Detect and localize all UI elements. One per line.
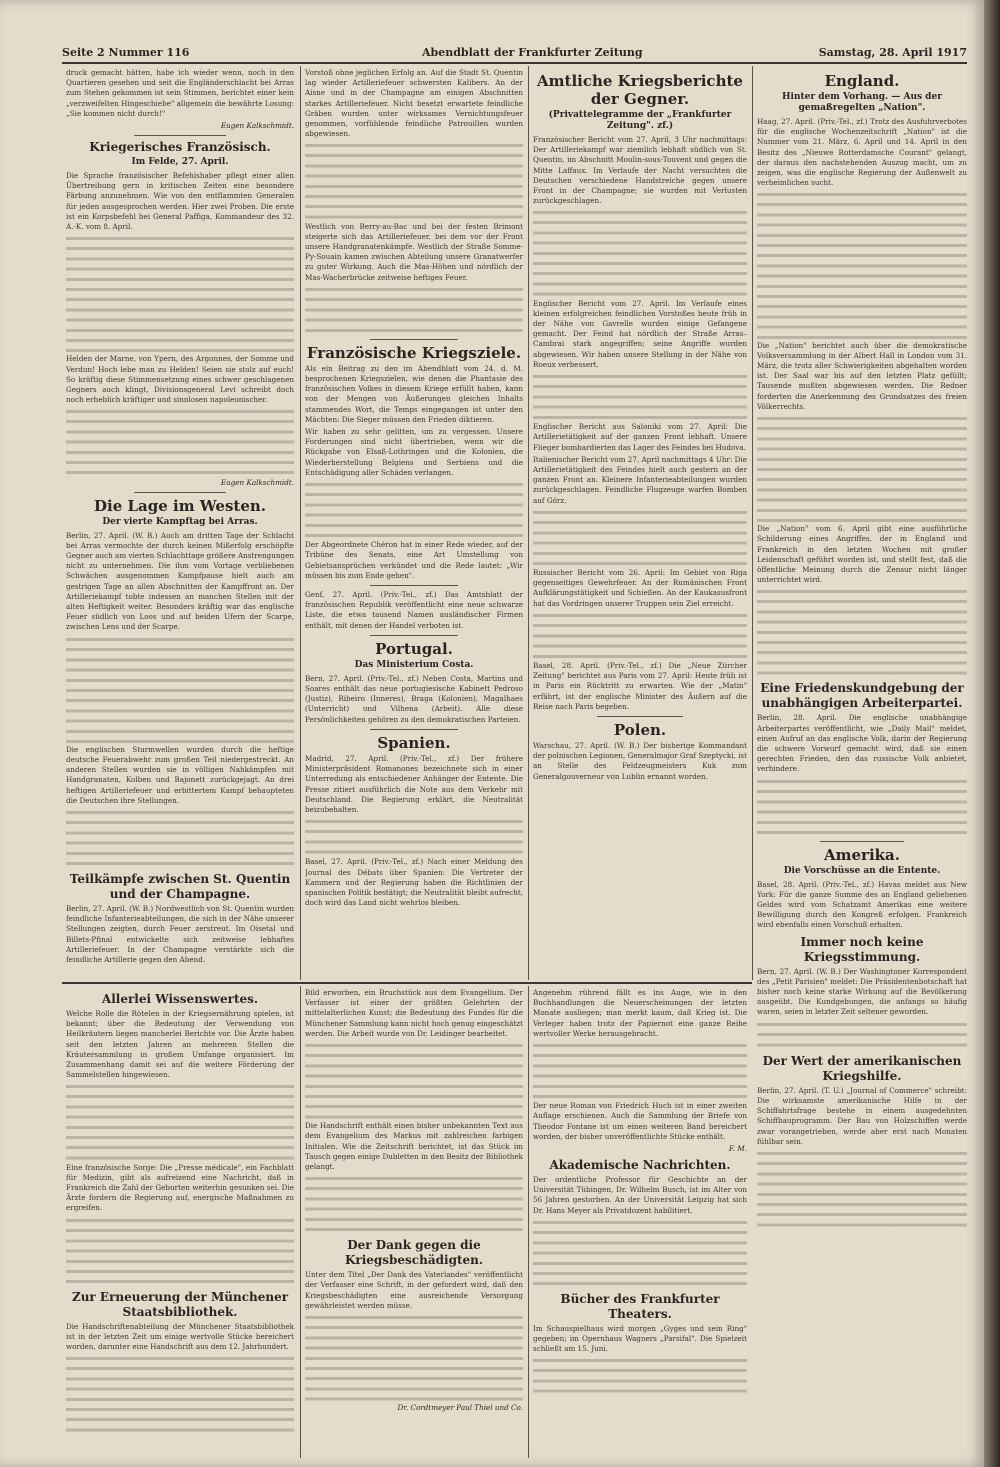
article-text-block — [757, 587, 967, 677]
column-divider — [528, 986, 529, 1458]
article-subheading: Hinter dem Vorhang. — Aus der gemaßregelten „Nation". — [782, 92, 942, 113]
page-edge — [984, 0, 1000, 1467]
article-text: Französischer Bericht vom 27. April, 3 Uhr nachmittags: Der Artilleriekampf war ziemlich lebhaft südlich von St. Quentin, im Abschnitt Moulin-sous-Touvent und gegen die Mitte Laffaux. Im Verlaufe der Nacht versuchten die Deutschen verschiedene Handstreiche gegen unsere Front in der Champagne; sie wurden mit Verlusten zurückgeschlagen. — [533, 135, 747, 206]
article-text-block — [533, 1356, 747, 1396]
article-text-block — [305, 141, 523, 221]
article-text-block — [533, 1041, 747, 1101]
article-text: Der Abgeordnete Chéron hat in einer Rede wieder, auf der Tribüne des Senats, eine Art Umstellung von Gebietsansprüchen verkündet und die Rede lautet: „Wir müssen bis zum Ende gehen". — [305, 540, 523, 580]
article-heading: Die Lage im Westen. — [94, 496, 266, 515]
article-heading: Spanien. — [377, 733, 451, 752]
article-heading: Amerika. — [824, 845, 900, 864]
article-text-block — [533, 611, 747, 661]
article-text-block — [66, 1216, 294, 1286]
masthead — [62, 44, 967, 62]
article-text-block — [533, 208, 747, 298]
article-text-block — [305, 1313, 523, 1403]
article-heading: England. — [824, 72, 900, 90]
article-separator — [370, 635, 457, 636]
article-text-block — [305, 480, 523, 540]
article-separator — [597, 716, 683, 717]
article-heading: Akademische Nachrichten. — [549, 1158, 731, 1173]
article-text: Angenehm rührend fällt es ins Auge, wie in den Buchhandlungen die Neuerscheinungen der letzten Monate ausliegen; man merkt kaum, daß Krieg ist. Die Verleger haben trotz der Papiernot eine ganze Reihe wertvoller Werke herausgebracht. — [533, 988, 747, 1038]
article-text-block — [66, 1082, 294, 1162]
column-4 — [757, 68, 967, 1458]
article-text: Die englischen Sturmwellen wurden durch die heftige deutsche Feuerabwehr zum großen Teil niedergestreckt. An anderen Stellen wurden sie in völligen Nahkämpfen mit Handgranaten, Kolben und Bajonett zurückgejagt. An drei heftigen Artilleriefeuer und erbittertem Kampf behaupteten die Deutschen ihre Stellungen. — [66, 744, 294, 805]
page-number: Seite 2 Nummer 116 — [62, 46, 190, 59]
article-separator — [370, 585, 457, 586]
article-heading: Allerlei Wissenswertes. — [101, 992, 259, 1006]
article-text-block — [305, 1174, 523, 1234]
article-text-block — [66, 635, 294, 745]
article-separator — [134, 135, 225, 136]
article-text: Die Sprache französischer Befehlshaber pflegt einer allen Übertreibung gern in kritischen Zeiten eine besondere Färbung anzunehmen. Wie von den entflammten Generalen für jeden ausgesprochen werden. Hier zwei Proben. Die erste ist ein Korpsbefehl bei General Paffiga, Kommandeur des 32. A.-K. vom 8. April. — [66, 171, 294, 232]
article-text: Warschau, 27. April. (W. B.) Der bisherige Kommandant der polnischen Legionen, Generalmajor Graf Szeptycki, ist an Stelle des Feldzeugmeisters Kuk zum Generalgouverneur von Lublin ernannt worden. — [533, 741, 747, 781]
article-separator — [134, 492, 225, 493]
article-text: Westlich von Berry-au-Bac und bei der festen Brimont steigerte sich das Artilleriefeuer, bei dem vor der Front unsere Handgranatenkämpfe. Westlich der Straße Somme-Py-Souain kamen zwischen Abteilung unsere Granatwerfer zu guter Wirkung. Auch die Mas-Höhen und nördlich der Mas-Wacherbrücke zeitweise heftiges Feuer. — [305, 221, 523, 282]
column-2 — [305, 68, 523, 980]
column-divider — [300, 986, 301, 1458]
article-subheading: Der vierte Kampftag bei Arras. — [102, 516, 258, 527]
article-heading: Amtliche Kriegsberichte der Gegner. — [537, 72, 743, 108]
article-subheading: (Privattelegramme der „Frankfurter Zeitung". zf.) — [548, 110, 732, 131]
article-heading: Portugal. — [375, 639, 453, 658]
article-text: Bern, 27. April. (W. B.) Der Washingtoner Korrespondent des „Petit Parisien" meldet: Die Präsidentenbotschaft hat bisher noch keine starke Wirkung auf die Bevölkerung ausgeübt. Die Kundgebungen, die anfangs so häufig waren, seien in letzter Zeit seltener geworden. — [757, 966, 967, 1017]
column-divider — [300, 66, 301, 980]
article-heading: Bücher des Frankfurter Theaters. — [560, 1291, 720, 1321]
article-text-block — [533, 1218, 747, 1288]
article-text: Basel, 28. April. (Priv.-Tel., zf.) Die „Neue Zürcher Zeitung" berichtet aus Paris vom 27. April: Heute früh ist in Paris ein Rücktritt zu erwarten. Wie der „Matin" erfährt, ist der englische Minister des Äußern auf die Reise nach Paris begeben. — [533, 661, 747, 711]
article-text: Vorstoß ohne jeglichen Erfolg an. Auf die Stadt St. Quentin lag wieder Artilleriefeuer schwersten Kalibers. An der Aisne und in der Champagne am einigen Abschnitten starkes Artilleriefeuer. Nicht besetzt erwartete feindliche Gräben wurden unter wirksames Vernichtungsfeuer genommen, vorfühlende feindliche Patrouillen wurden abgewiesen. — [305, 68, 523, 139]
article-separator — [820, 841, 904, 842]
article-text: Bern, 27. April. (Priv.-Tel., zf.) Neben Costa, Martins und Soares enthält das neue portugiesische Kabinett Pedroso (Justiz), Ribeiro (Inneres), Braga (Kolonien), Magalhaes (Unterricht) und Vilhena (Arbeit). Alle diese Persönlichkeiten gehören zu den demokratischen Parteien. — [305, 673, 523, 724]
author-signature: F. M. — [728, 1144, 747, 1154]
article-heading: Der Wert der amerikanischen Kriegshilfe. — [762, 1053, 962, 1083]
column-3 — [533, 68, 747, 980]
article-text: Die Handschriftenabteilung der Münchener Staatsbibliothek ist in der letzten Zeit um einige wertvolle Stücke bereichert worden, darunter eine Handschrift aus dem 12. Jahrhundert. — [66, 1321, 294, 1352]
article-text: Berlin, 27. April. (T. U.) „Journal of Commerce" schreibt: Die wirksamste amerikanische Hilfe in der Schiffahrtsfrage bestehe in einem ausgedehnten Schiffbauprogramm. Der Bau von Holzschiffen werde zwar vorangetrieben, werde aber erst nach Monaten fühlbar sein. — [757, 1085, 967, 1146]
column-divider — [528, 66, 529, 980]
article-text: Eine französische Sorge: Die „Presse médicale", ein Fachblatt für Medizin, gibt als aufreizend eine Nachricht, daß in Frankreich die Zahl der Geburten weiterhin gesunken sei. Die Ärzte fordern die Regierung auf, energische Maßnahmen zu ergreifen. — [66, 1162, 294, 1213]
article-subheading: Die Vorschüsse an die Entente. — [783, 865, 941, 876]
article-text: Basel, 27. April. (Priv.-Tel., zf.) Nach einer Meldung des Journal des Débats über Spanien: Die Vertreter der Kammern und der Regierung haben die Richtlinien der spanischen Politik bestätigt; die Neutralität bleibt aufrecht, doch wird das Land nicht wehrlos bleiben. — [305, 857, 523, 908]
article-text-block — [757, 414, 967, 524]
article-text-block — [757, 777, 967, 837]
article-text-block — [757, 190, 967, 340]
article-text: Helden der Marne, von Ypern, des Argonnes, der Somme und Verdun! Hoch lebe man zu Helden! Seien sie stolz auf euch! So kräftig diese Stimmensetzung eines schwer geschlagenen Gegners auch klingt, Divisionsgeneral Levi schreibt doch noch erheblich kräftiger und sinnlosen napoleonischer. — [66, 354, 294, 405]
article-text: Madrid, 27. April. (Priv.-Tel., zf.) Der frühere Ministerpräsident Romanones bezeichnete sich in einer Unterredung als entschiedener Anhänger der Entente. Die Presse zitiert ausführlich die Note aus dem Verkehr mit Deutschland. Die Regierung erklärt, die Neutralität beizubehalten. — [305, 753, 523, 814]
article-text-block — [66, 1354, 294, 1434]
article-text: druck gemacht hätten, habe ich wieder wenn, noch in den Quartieren gesehen und seit die Engländerschlacht bei Arras zum Stehen gekommen ist sein Stimmen, berichtet einer kein „verzweifelten Hingeschiebe" allgemein die bewährte Losung: „Sie kommen nicht durch!" — [66, 68, 294, 118]
article-text: Im Schauspielhaus wird morgen „Gyges und sein Ring" gegeben; im Opernhaus Wagners „Parsifal". Die Spielzeit schließt am 15. Juni. — [533, 1323, 747, 1354]
article-text: Bild erworben, ein Bruchstück aus dem Evangelium. Der Verfasser ist einer der größten Gelehrten der mittelalterlichen Kunst; die Bedeutung des Fundes für die Münchener Sammlung kann nicht hoch genug eingeschätzt werden. Die Arbeit wurde von Dr. Leidinger bearbeitet. — [305, 988, 523, 1038]
article-text-block — [757, 1020, 967, 1050]
article-text: Die „Nation" vom 6. April gibt eine ausführliche Schilderung eines Angriffes, der in England und Frankreich in den letzten Wochen mit großer Leidenschaft geführt worden ist, und stellt fest, daß die öffentliche Meinung durch die Zensur nicht länger unterrichtet wird. — [757, 524, 967, 585]
author-signature: Eugen Kalkschmidt. — [220, 121, 294, 131]
article-heading: Kriegerisches Französisch. — [89, 140, 271, 155]
article-text: Berlin, 28. April. Die englische unabhängige Arbeiterpartei veröffentlicht, wie „Daily Mail" meldet, einen Aufruf an das englische Volk, darin der Regierung die schwere Vorwurf gemacht wird, daß sie einen gerechten Frieden, den das russische Volk anbietet, verhindere. — [757, 713, 967, 774]
article-text-block — [66, 407, 294, 477]
feuilleton-column-2 — [305, 988, 523, 1458]
article-text: Welche Rolle die Rötelen in der Kriegsernährung spielen, ist bekannt; über die Bedeutung der Verwendung von Heilkräutern liegen mancherlei Berichte vor. Die Ärzte haben seit den letzten Jahren an mehreren Stellen die Kräutersammlung in großem Umfange organisiert. Im Zusammenhang damit sei auf die weitere Förderung der Sammelstellen hingewiesen. — [66, 1009, 294, 1080]
article-heading: Eine Friedenskundgebung der unabhängigen Arbeiterpartei. — [760, 681, 964, 711]
article-heading: Französische Kriegsziele. — [306, 343, 522, 362]
article-text: Haag, 27. April. (Priv.-Tel., zf.) Trotz des Ausfuhrverbotes für die englische Wochenzeitschrift „Nation" ist die Nummer vom 21. März, 6. April und 14. April in den Besitz des „Nieuwe Rotterdamsche Courant" gelangt, der daraus den nachstehenden Auszug macht, um zu zeigen, was die englische Regierung der Außenwelt zu verheimlichen sucht. — [757, 117, 967, 188]
article-text-block — [305, 1041, 523, 1121]
article-text: Der neue Roman von Friedrich Huch ist in einer zweiten Auflage erschienen. Auch die Sammlung der Briefe von Theodor Fontane ist um einen weiteren Band bereichert worden, der bisher unveröffentlichte Stücke enthält. — [533, 1101, 747, 1141]
author-signature: Eugen Kalkschmidt. — [220, 477, 294, 487]
article-subheading: Das Ministerium Costa. — [354, 659, 474, 670]
article-text-block — [305, 285, 523, 335]
masthead-rule — [62, 62, 967, 64]
article-text: Wir haben zu sehr gelitten, um zu vergessen. Unsere Forderungen sind nicht übertrieben, wenn wir die Rückgabe von Elsaß-Lothringen und die Kolonien, die Wiederherstellung Belgiens und Serbiens und die Entschädigung aller Schäden verlangen. — [305, 427, 523, 477]
article-text: Englischer Bericht vom 27. April. Im Verlaufe eines kleinen erfolgreichen feindlichen Vorstoßes heute früh in der Nähe von Gavrelle wurden einige Gefangene gemacht. Der Feind hat nördlich der Straße Arras–Cambrai stark angegriffen; seine Angriffe wurden abgewiesen. Wir haben unsere Stellung in der Nähe von Roeux verbessert. — [533, 298, 747, 369]
article-text: Basel, 28. April. (Priv.-Tel., zf.) Havas meldet aus New York: Für die ganze Summe des an England geliehenen Geldes wird vom Schatzamt Amerikas eine weitere Bewilligung durch den Kongreß erfolgen. Frankreich wird ebenfalls einen Vorschuß erhalten. — [757, 879, 967, 930]
article-separator — [370, 339, 457, 340]
article-heading: Polen. — [613, 721, 667, 740]
feuilleton-column-3 — [533, 988, 747, 1458]
article-text-block — [533, 508, 747, 568]
article-text: Berlin, 27. April. (W. B.) Auch am dritten Tage der Schlacht bei Arras vermochte der durch keinen Mißerfolg erschöpfte Gegner auch am vierten Schlachttage größere Anstrengungen nicht zu unternehmen. Die ihm vom Vortage verbliebenen Schwächen ausgenommen Kampfpause hielt auch am gestrigen Tage an allen Abschnitten der Kampffront an. Der Artilleriekampf tobte indessen an manchen Stellen mit der alten Heftigkeit weiter. Besonders kräftig war das englische Feuer südlich von Loos und auf beiden Ufern der Scarpe, zwischen Lens und der Scarpe. — [66, 530, 294, 632]
feuilleton-rule — [62, 982, 752, 984]
article-text: Als ein Beitrag zu den im Abendblatt vom 24. d. M. besprochenen Kriegszielen, wie denen die Phantasie des französischen Volkes in diesem Kriege erfüllt haben, kann von der Mengen von Äußerungen gleichen Inhalts stammendes Wort, die Temps eingegangen ist unter den Mächten: Die Sieger müssen den Frieden diktieren. — [305, 363, 523, 424]
article-text-block — [66, 808, 294, 868]
article-heading: Immer noch keine Kriegsstimmung. — [800, 934, 924, 964]
article-text: Italienischer Bericht vom 27. April nachmittags 4 Uhr: Die Artillerietätigkeit des Feindes hielt auch gestern an der ganzen Front an. Kleinere Infanterieabteilungen wurden zurückgeschlagen. Feindliche Flugzeuge warfen Bomben auf Görz. — [533, 454, 747, 505]
article-text-block — [305, 817, 523, 857]
article-text: Unter dem Titel „Der Dank des Vaterlandes" veröffentlicht der Verfasser eine Schrift, in der gefordert wird, daß den Kriegsbeschädigten eine ausreichende Versorgung gewährleistet werden müsse. — [305, 1270, 523, 1310]
news-notice: Genf, 27. April. (Priv.-Tel., zf.) Das Amtsblatt der französischen Republik veröffentlicht eine neue schwarze Liste, die etwa tausend Namen ausländischer Firmen enthält, mit denen der Handel verboten ist. — [305, 590, 523, 630]
article-text: Berlin, 27. April. (W. B.) Nordwestlich von St. Quentin wurden feindliche Infanterieabteilungen, die sich in der Nähe unserer Stellungen zeigten, durch Feuer zerstreut. Im Oisetal und Billets-Pfinal entwickelte sich zeitweise lebhaftes Artilleriefeuer. In der Champagne verstärkte sich die feindliche Artillerie gegen den Abend. — [66, 904, 294, 965]
article-text: Englischer Bericht aus Saloniki vom 27. April: Die Artillerietätigkeit auf der ganzen Front lebhaft. Unsere Flieger bombardierten das Lager des Feindes bei Hudova. — [533, 422, 747, 452]
article-text-block — [66, 234, 294, 354]
article-text: Der ordentliche Professor für Geschichte an der Universität Tübingen, Dr. Wilhelm Busch, ist im Alter von 56 Jahren gestorben. An der Universität Leipzig hat sich Dr. Hans Meyer als Privatdozent habilitiert. — [533, 1175, 747, 1215]
column-divider — [752, 66, 753, 980]
author-signature: Dr. Cordtmeyer Paul Thiel und Co. — [397, 1403, 523, 1413]
dateline: Im Felde, 27. April. — [131, 157, 229, 168]
column-1 — [66, 68, 294, 980]
article-separator — [370, 729, 457, 730]
article-text: Die Handschrift enthält einen bisher unbekannten Text aus dem Evangelium des Markus mit zahlreichen farbigen Initialen. Wie die Zeitschrift berichtet, ist das Stück im Tausch gegen einige Dubletten in den Besitz der Bibliothek gelangt. — [305, 1121, 523, 1172]
newspaper-title: Abendblatt der Frankfurter Zeitung — [422, 46, 643, 59]
issue-date: Samstag, 28. April 1917 — [818, 46, 967, 59]
article-text-block — [533, 372, 747, 422]
article-text-block — [757, 1149, 967, 1229]
article-heading: Teilkämpfe zwischen St. Quentin und der Champagne. — [69, 872, 291, 902]
article-text: Die „Nation" berichtet auch über die demokratische Volksversammlung in der Albert Hall in London vom 31. März, die trotz aller Schwierigkeiten abgehalten worden ist. Der Saal war bis auf den letzten Platz gefüllt; Tausende mußten abgewiesen werden. Die Redner forderten die Anerkennung des Grundsatzes des freien Völkerrechts. — [757, 340, 967, 411]
feuilleton-column-1 — [66, 988, 294, 1458]
article-text: Russischer Bericht vom 26. April: Im Gebiet von Riga gegenseitiges Gewehrfeuer. An der Rumänischen Front Aufklärungstätigkeit und Schießen. An der Kaukasusfront hat das Vordringen unserer Truppen sein Ziel erreicht. — [533, 568, 747, 608]
article-heading: Der Dank gegen die Kriegsbeschädigten. — [344, 1238, 484, 1268]
article-heading: Zur Erneuerung der Münchener Staatsbibliothek. — [71, 1289, 289, 1319]
